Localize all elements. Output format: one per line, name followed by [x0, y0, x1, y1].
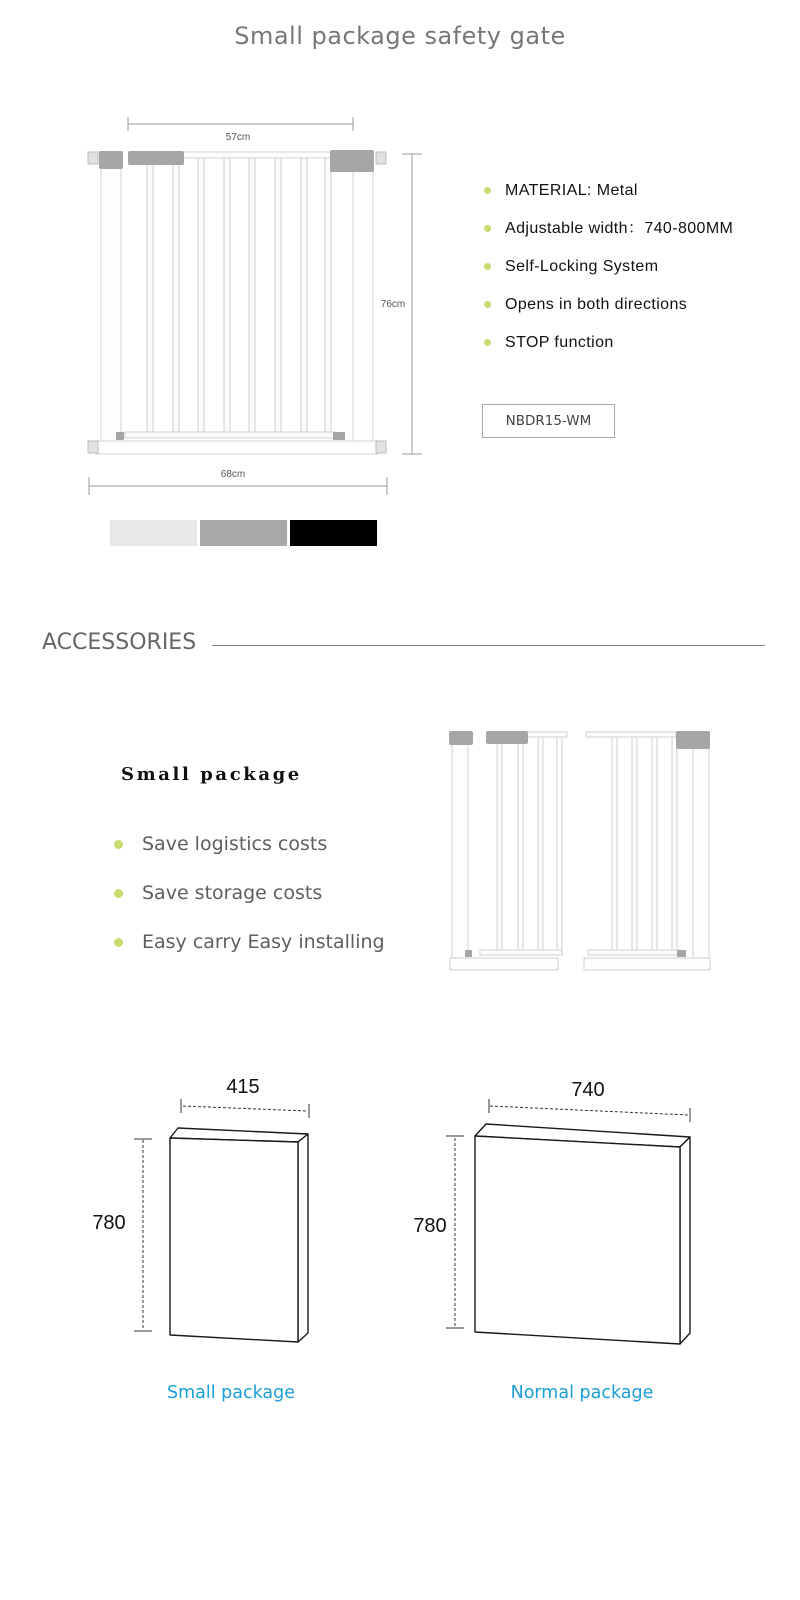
normal-package-height: 780 [413, 1215, 447, 1237]
gate-illustration [80, 110, 440, 500]
feature-item: Self-Locking System [482, 254, 733, 292]
small-package-height: 780 [92, 1212, 126, 1234]
normal-package-width: 740 [571, 1079, 605, 1101]
bullet-icon [114, 889, 123, 898]
feature-item: Opens in both directions [482, 292, 733, 330]
small-package-width: 415 [226, 1076, 260, 1098]
bullet-icon [484, 301, 491, 308]
section-divider [212, 645, 765, 646]
accessories-heading: Small package [121, 764, 302, 785]
color-swatch-grey[interactable] [200, 520, 287, 546]
benefit-item: Save storage costs [112, 879, 385, 928]
dim-height: 76cm [380, 299, 406, 310]
dim-top-width: 57cm [225, 132, 251, 143]
model-number-badge: NBDR15-WM [482, 404, 615, 438]
bullet-icon [114, 840, 123, 849]
bullet-icon [484, 339, 491, 346]
page-title: Small package safety gate [234, 22, 566, 50]
feature-list [482, 178, 733, 368]
bullet-icon [484, 263, 491, 270]
benefit-item: Easy carry Easy installing [112, 928, 385, 977]
bullet-icon [484, 187, 491, 194]
benefit-item: Save logistics costs [112, 830, 385, 879]
feature-item: Adjustable width：740-800MM [482, 216, 733, 254]
package-dimension-drawings [80, 1065, 720, 1355]
feature-item: MATERIAL: Metal [482, 178, 733, 216]
gate-parts-illustration [445, 725, 717, 975]
section-title-accessories: ACCESSORIES [42, 630, 197, 655]
color-swatch-light-grey[interactable] [110, 520, 197, 546]
dim-bottom-width: 68cm [220, 469, 246, 480]
bullet-icon [484, 225, 491, 232]
bullet-icon [114, 938, 123, 947]
feature-item: STOP function [482, 330, 733, 368]
small-package-caption: Small package [166, 1383, 296, 1403]
benefit-list [112, 830, 385, 977]
normal-package-caption: Normal package [510, 1383, 654, 1403]
color-swatch-black[interactable] [290, 520, 377, 546]
